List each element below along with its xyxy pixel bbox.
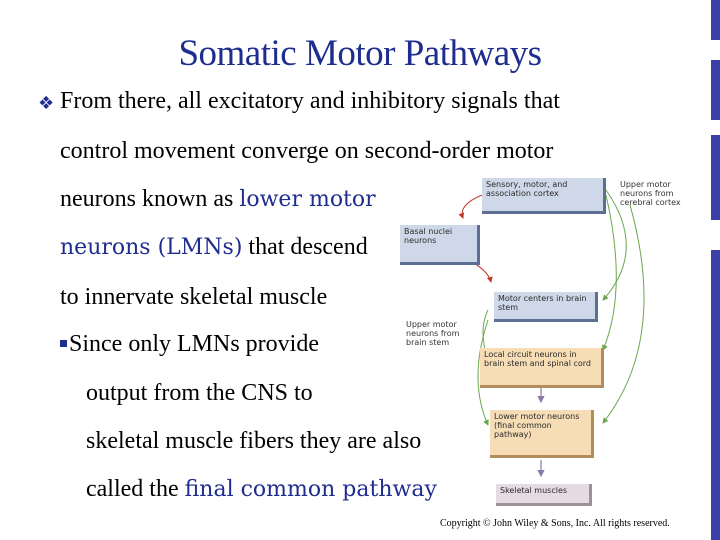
highlight-lower-motor: lower motor [239, 187, 376, 212]
bullet-line-5: to innervate skeletal muscle [60, 284, 328, 310]
sub-bullet-line-2: output from the CNS to [86, 380, 313, 406]
slide-title: Somatic Motor Pathways [178, 33, 542, 74]
box-sensory-motor-cortex: Sensory, motor, and association cortex [482, 178, 606, 214]
highlight-lmns: neurons (LMNs) [60, 235, 243, 260]
square-bullet-icon [60, 340, 67, 347]
sub-bullet-line-3: skeletal muscle fibers they are also [86, 428, 422, 454]
bullet-line-1: From there, all excitatory and inhibitory signals that [60, 88, 560, 114]
label-upper-motor-cerebral: Upper motor neurons from cerebral cortex [620, 180, 681, 207]
sub-bullet-line-4-text: called the [86, 476, 185, 502]
bullet-line-4-text: that descend [242, 234, 368, 260]
sub-bullet-line-1-text: Since only LMNs provide [69, 331, 319, 357]
box-motor-centers-brainstem: Motor centers in brain stem [494, 292, 598, 322]
box-skeletal-muscles: Skeletal muscles [496, 484, 592, 506]
bullet-line-4 [60, 234, 368, 261]
motor-pathway-diagram [398, 170, 708, 515]
box-basal-nuclei: Basal nuclei neurons [400, 225, 480, 265]
bullet-line-3-text: neurons known as [60, 186, 240, 212]
copyright-notice: Copyright © John Wiley & Sons, Inc. All rights reserved. [440, 518, 670, 529]
highlight-final-common-pathway: final common pathway [184, 477, 437, 502]
box-lower-motor-neurons: Lower motor neurons (final common pathway) [490, 410, 594, 458]
label-upper-motor-brainstem: Upper motor neurons from brain stem [406, 320, 460, 347]
box-local-circuit-neurons: Local circuit neurons in brain stem and spinal cord [480, 348, 604, 388]
diamond-bullet-icon: ❖ [38, 93, 55, 114]
sub-bullet-line-4 [86, 476, 437, 503]
bullet-line-2: control movement converge on second-order motor [60, 138, 554, 164]
bullet-line-3 [60, 186, 376, 213]
sub-bullet-line-1 [60, 331, 319, 358]
right-accent-bar [711, 0, 720, 540]
